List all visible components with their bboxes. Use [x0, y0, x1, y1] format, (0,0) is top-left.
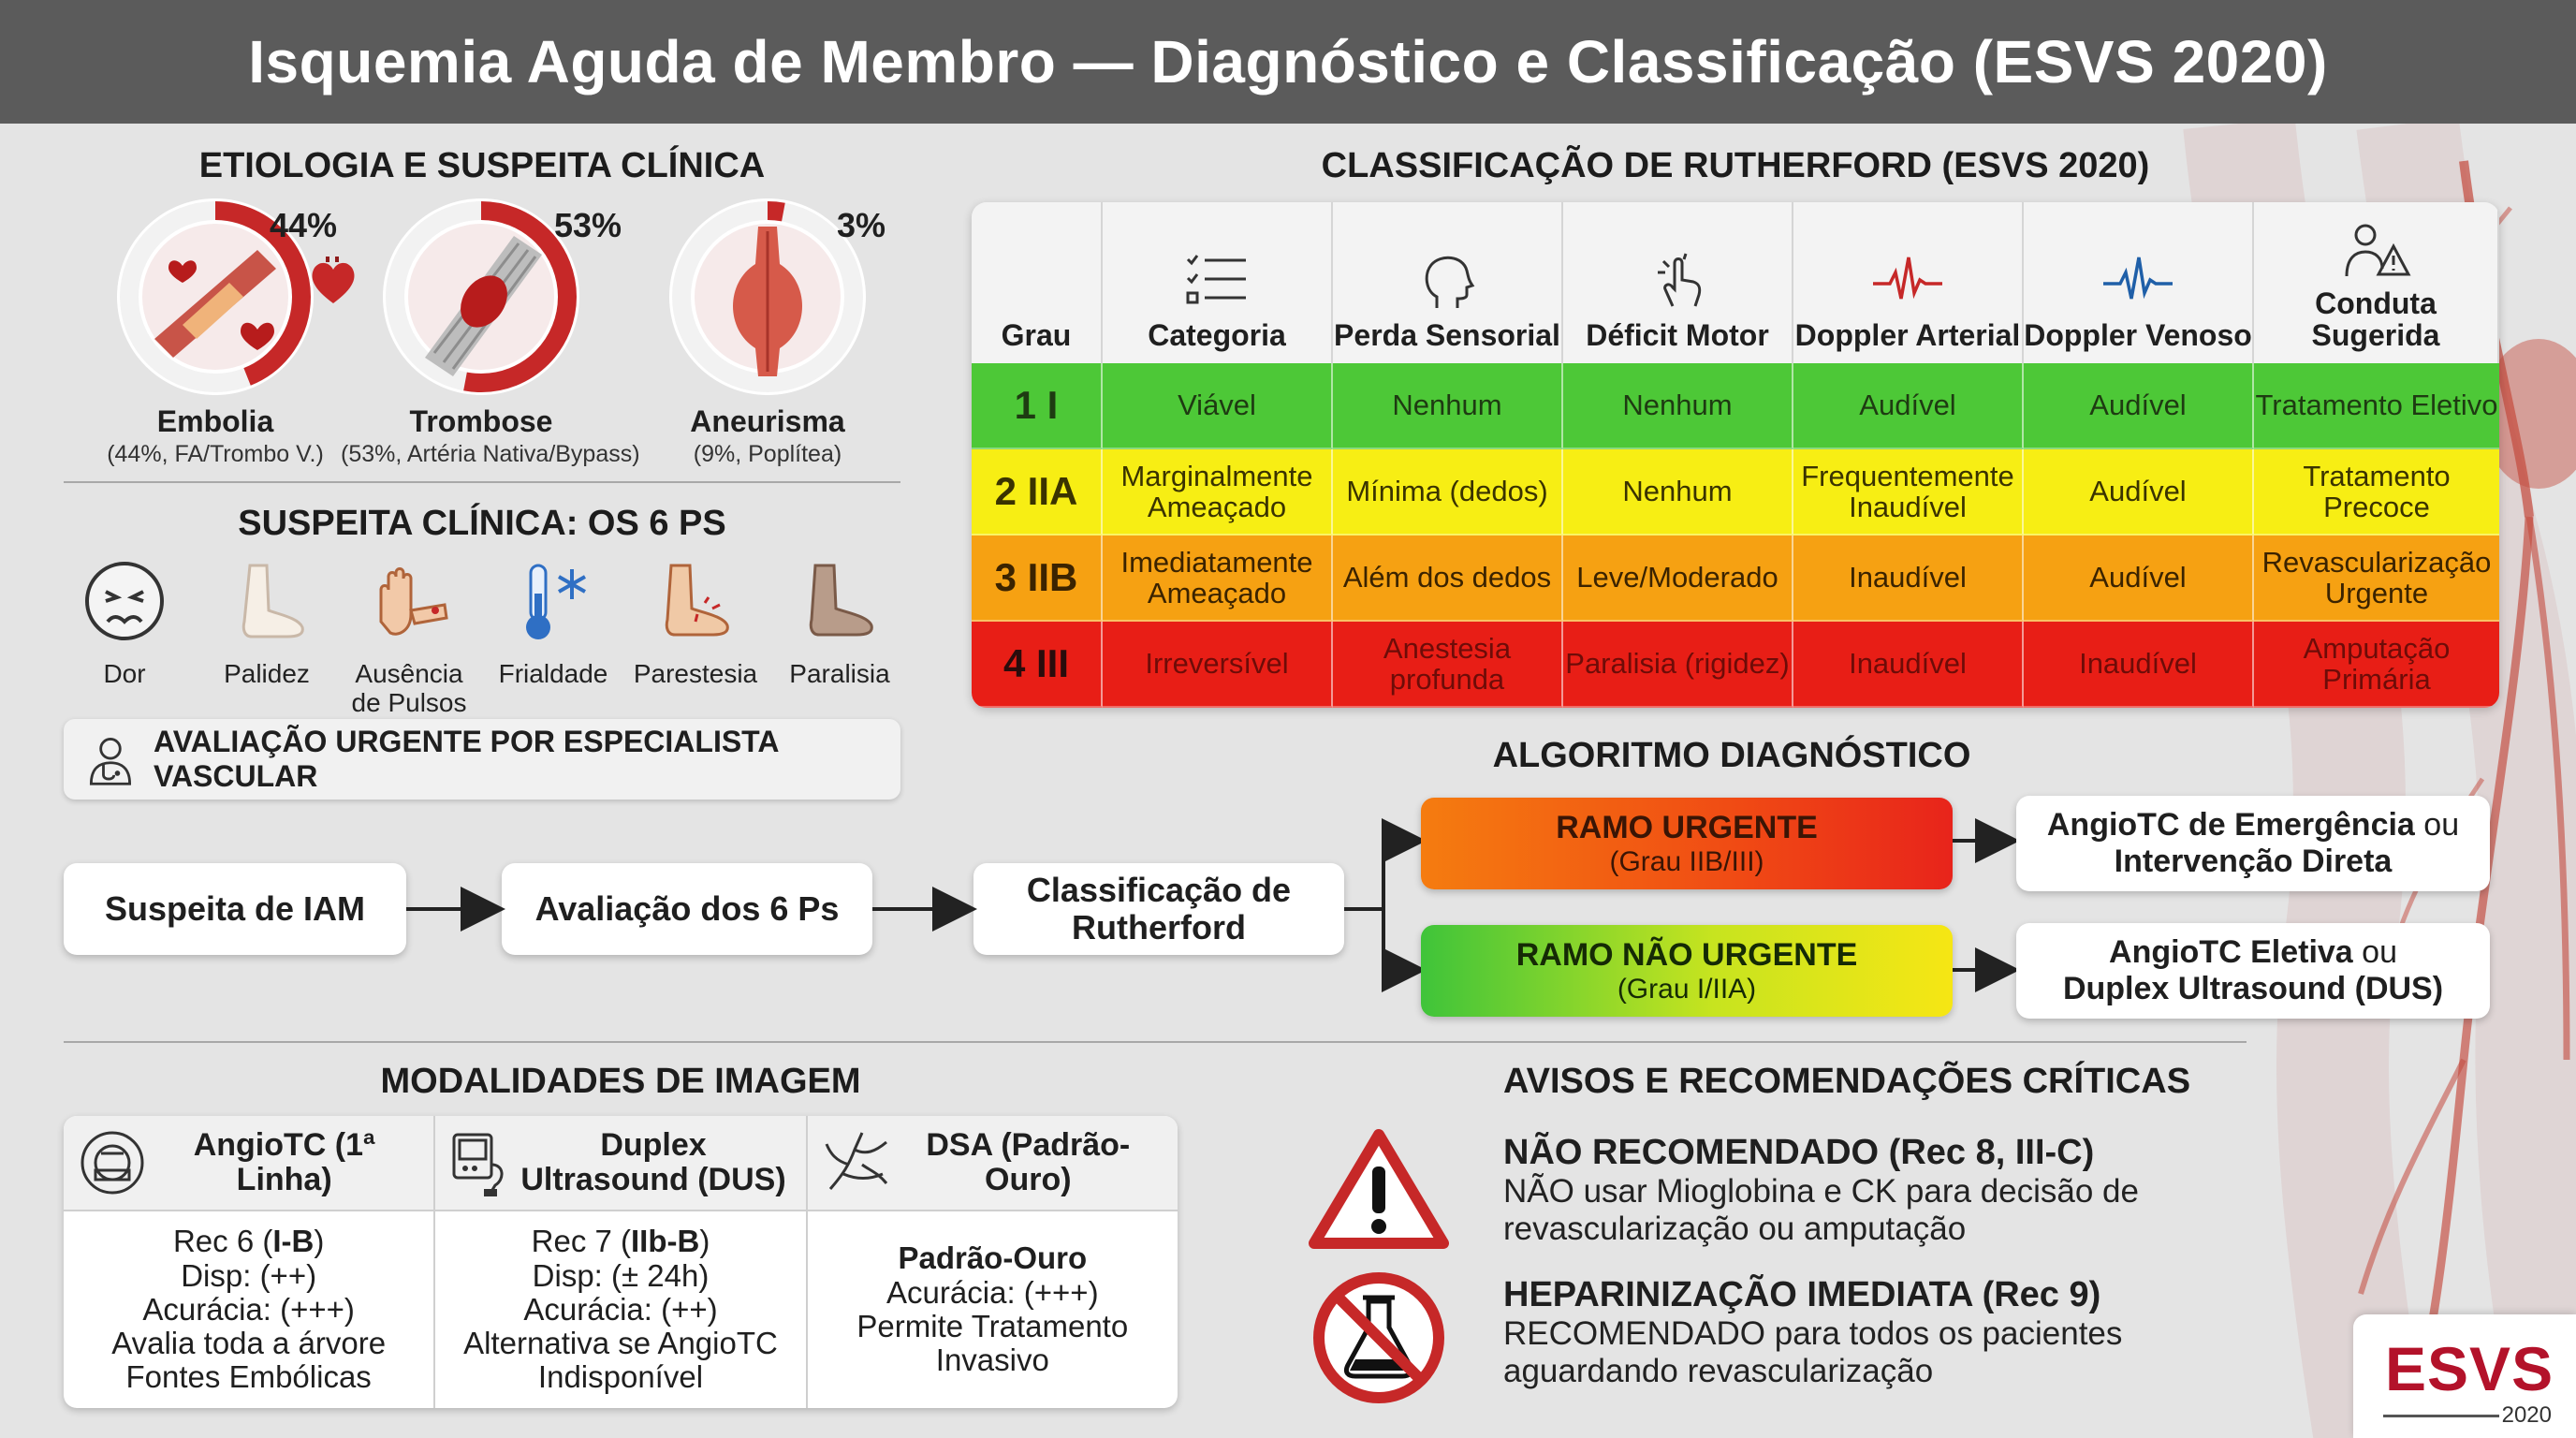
grade-cell: 1 I: [972, 363, 1103, 449]
imaging-section-title: MODALIDADES DE IMAGEM: [380, 1062, 861, 1101]
embolia-percent: 44%: [270, 206, 338, 244]
step-classificacao-rutherford: Classificação de Rutherford: [973, 863, 1344, 955]
warning-2-title: HEPARINIZAÇÃO IMEDIATA (Rec 9): [1503, 1275, 2101, 1314]
dsa-line: Acurácia: (+++): [886, 1274, 1099, 1310]
pale-foot-icon: [222, 556, 312, 646]
p-parestesia: [625, 556, 766, 689]
dus-rec: Rec 7 (IIb-B): [531, 1224, 710, 1259]
esvs-logo-text: ESVS: [2385, 1334, 2554, 1403]
aneurisma-percent: 3%: [837, 206, 886, 244]
aneurisma-sub: (9%, Poplítea): [693, 441, 842, 467]
header-doppler-arterial: Doppler Arterial: [1793, 202, 2024, 363]
p-parestesia-label: Parestesia: [633, 658, 758, 688]
esvs-logo-year: 2020: [2501, 1402, 2552, 1428]
angiotc-line: Avalia toda a árvore: [111, 1326, 387, 1361]
warning-triangle-icon: [1309, 1127, 1449, 1251]
table-cell: Viável: [1103, 363, 1333, 449]
step-suspeita-iam: Suspeita de IAM: [64, 863, 406, 955]
nonurgent-branch: [1421, 925, 1953, 1017]
pulse-check-hand-icon: [364, 556, 454, 646]
tingling-foot-icon: [651, 556, 740, 646]
grade-cell: 2 IIA: [972, 449, 1103, 536]
rutherford-header-row: [972, 202, 2499, 363]
etiology-section-title: ETIOLOGIA E SUSPEITA CLÍNICA: [198, 146, 766, 185]
urgent-branch-sub: (Grau IIB/III): [1609, 845, 1764, 877]
imaging-table: [64, 1116, 1178, 1408]
urgent-branch-title: RAMO URGENTE: [1556, 809, 1818, 845]
doctor-icon: [82, 729, 139, 789]
p-paralisia-label: Paralisia: [789, 658, 890, 688]
urgent-evaluation-banner: [64, 719, 900, 800]
algorithm-section-title: ALGORITMO DIAGNÓSTICO: [1492, 736, 1971, 775]
warning-2-text: RECOMENDADO para todos os pacientes: [1503, 1315, 2123, 1352]
dus-line: Disp: (± 24h): [532, 1257, 710, 1293]
p-paralisia: [769, 556, 910, 689]
angiography-vessels-icon: [821, 1127, 892, 1198]
warning-1-text-2: revascularização ou amputação: [1503, 1211, 1967, 1248]
thermometer-snowflake-icon: [508, 556, 598, 646]
table-cell: Anestesia profunda: [1333, 622, 1563, 708]
trombose-percent: 53%: [554, 206, 622, 244]
angiotc-line: Disp: (++): [181, 1257, 317, 1293]
p-palidez-label: Palidez: [224, 658, 310, 688]
ct-scanner-icon: [77, 1127, 148, 1198]
nonurgent-branch-title: RAMO NÃO URGENTE: [1515, 936, 1858, 973]
grade-1-row: [972, 363, 2499, 449]
table-cell: Amputação Primária: [2254, 622, 2499, 708]
dus-line: Acurácia: (++): [523, 1291, 718, 1327]
table-cell: Nenhum: [1563, 363, 1793, 449]
table-cell: Inaudível: [2024, 622, 2254, 708]
etiology-divider: [64, 481, 900, 483]
grade-2a-row: [972, 449, 2499, 536]
warning-1-text: NÃO usar Mioglobina e CK para decisão de: [1503, 1173, 2139, 1210]
header-doppler-venoso: Doppler Venoso: [2024, 202, 2254, 363]
table-cell: Marginalmente Ameaçado: [1103, 449, 1333, 536]
dsa-line: Permite Tratamento: [856, 1309, 1129, 1343]
dus-line: Indisponível: [537, 1359, 704, 1395]
grade-3-row: [972, 622, 2499, 708]
page-title: Isquemia Aguda de Membro — Diagnóstico e Classificação (ESVS 2020): [248, 28, 2328, 95]
arterial-waveform-icon: [1871, 252, 1944, 310]
trombose-ring-chart: [383, 198, 579, 395]
grade-cell: 3 IIB: [972, 536, 1103, 622]
header-categoria: Categoria: [1103, 202, 1333, 363]
table-cell: Frequentemente Inaudível: [1793, 449, 2024, 536]
dsa-title: DSA (Padrão-Ouro): [926, 1127, 1131, 1197]
warning-2-text-2: aguardando revascularização: [1503, 1353, 1934, 1390]
aneurisma-name: Aneurisma: [690, 404, 845, 438]
warning-no-recommended: [1503, 1133, 2271, 1249]
header-deficit-motor: Déficit Motor: [1563, 202, 1793, 363]
doctor-warning-icon: [2339, 220, 2412, 278]
no-lab-test-icon: [1310, 1269, 1447, 1406]
table-cell: Irreversível: [1103, 622, 1333, 708]
bottom-divider: [64, 1041, 2247, 1043]
angiotc-title: AngioTC (1ª Linha): [193, 1127, 375, 1197]
ultrasound-device-icon: [448, 1127, 514, 1198]
table-cell: Tratamento Eletivo: [2254, 363, 2499, 449]
header-conduta-sugerida: Conduta Sugerida: [2254, 202, 2499, 363]
p-dor: [54, 556, 195, 689]
urgent-branch: [1421, 798, 1953, 889]
rutherford-section-title: CLASSIFICAÇÃO DE RUTHERFORD (ESVS 2020): [1321, 146, 2150, 185]
dus-title: Duplex Ultrasound (DUS): [520, 1127, 786, 1197]
nonurgent-branch-sub: (Grau I/IIA): [1617, 973, 1757, 1005]
table-cell: Nenhum: [1563, 449, 1793, 536]
embolia-sub: (44%, FA/Trombo V.): [107, 441, 324, 467]
warning-heparinization: [1503, 1275, 2271, 1391]
dsa-body: [808, 1211, 1178, 1408]
angiotc-line: Acurácia: (+++): [142, 1291, 355, 1327]
dsa-line: Invasivo: [935, 1343, 1049, 1378]
table-cell: Tratamento Precoce: [2254, 449, 2499, 536]
header-grau: Grau: [972, 202, 1103, 363]
grade-cell: 4 III: [972, 622, 1103, 708]
urgent-result: AngioTC de Emergência ou Intervenção Direta: [2016, 796, 2490, 891]
table-cell: Inaudível: [1793, 622, 2024, 708]
dus-line: Alternativa se AngioTC: [463, 1326, 778, 1361]
p-ausencia-pulsos: [339, 556, 479, 717]
grade-2b-row: [972, 536, 2499, 622]
dus-body: [435, 1211, 805, 1408]
p-frialdade-label: Frialdade: [498, 658, 608, 688]
table-cell: Inaudível: [1793, 536, 2024, 622]
angiotc-body: [64, 1211, 433, 1408]
p-dor-label: Dor: [103, 658, 146, 688]
table-cell: Leve/Moderado: [1563, 536, 1793, 622]
venous-waveform-icon: [2101, 252, 2174, 310]
nonurgent-result: AngioTC Eletiva ou Duplex Ultrasound (DUS): [2016, 923, 2490, 1019]
imaging-dsa: [808, 1116, 1178, 1408]
p-frialdade: [483, 556, 623, 689]
table-cell: Audível: [2024, 536, 2254, 622]
angiotc-line: Fontes Embólicas: [125, 1359, 372, 1395]
header-perda-sensorial: Perda Sensorial: [1333, 202, 1563, 363]
urgent-evaluation-label: AVALIAÇÃO URGENTE POR ESPECIALISTA VASCULAR: [153, 725, 779, 793]
table-cell: Revascularização Urgente: [2254, 536, 2499, 622]
table-cell: Audível: [1793, 363, 2024, 449]
checklist-icon: [1184, 252, 1250, 310]
esvs-logo: [2353, 1314, 2576, 1438]
embolia-name: Embolia: [156, 404, 274, 438]
p-ausencia-pulsos-label: Ausência de Pulsos: [351, 658, 467, 717]
six-ps-section-title: SUSPEITA CLÍNICA: OS 6 PS: [238, 504, 726, 543]
trombose-name: Trombose: [409, 404, 553, 438]
table-cell: Nenhum: [1333, 363, 1563, 449]
rutherford-table: [972, 202, 2499, 708]
head-profile-icon: [1414, 252, 1480, 310]
table-cell: Paralisia (rigidez): [1563, 622, 1793, 708]
dsa-rec: Padrão-Ouro: [898, 1240, 1088, 1276]
warning-1-title: NÃO RECOMENDADO (Rec 8, III-C): [1503, 1133, 2095, 1172]
paralyzed-foot-icon: [795, 556, 885, 646]
pain-face-icon: [80, 556, 169, 646]
table-cell: Imediatamente Ameaçado: [1103, 536, 1333, 622]
hand-touch-icon: [1645, 252, 1710, 310]
table-cell: Audível: [2024, 449, 2254, 536]
step-avaliacao-6ps: Avaliação dos 6 Ps: [502, 863, 872, 955]
imaging-angiotc: [64, 1116, 435, 1408]
table-cell: Além dos dedos: [1333, 536, 1563, 622]
table-cell: Mínima (dedos): [1333, 449, 1563, 536]
header-bar: [0, 0, 2576, 124]
table-cell: Audível: [2024, 363, 2254, 449]
trombose-sub: (53%, Artéria Nativa/Bypass): [341, 441, 640, 467]
angiotc-rec: Rec 6 (I-B): [172, 1224, 325, 1259]
p-palidez: [197, 556, 337, 689]
warnings-section-title: AVISOS E RECOMENDAÇÕES CRÍTICAS: [1503, 1062, 2191, 1101]
imaging-dus: [435, 1116, 807, 1408]
